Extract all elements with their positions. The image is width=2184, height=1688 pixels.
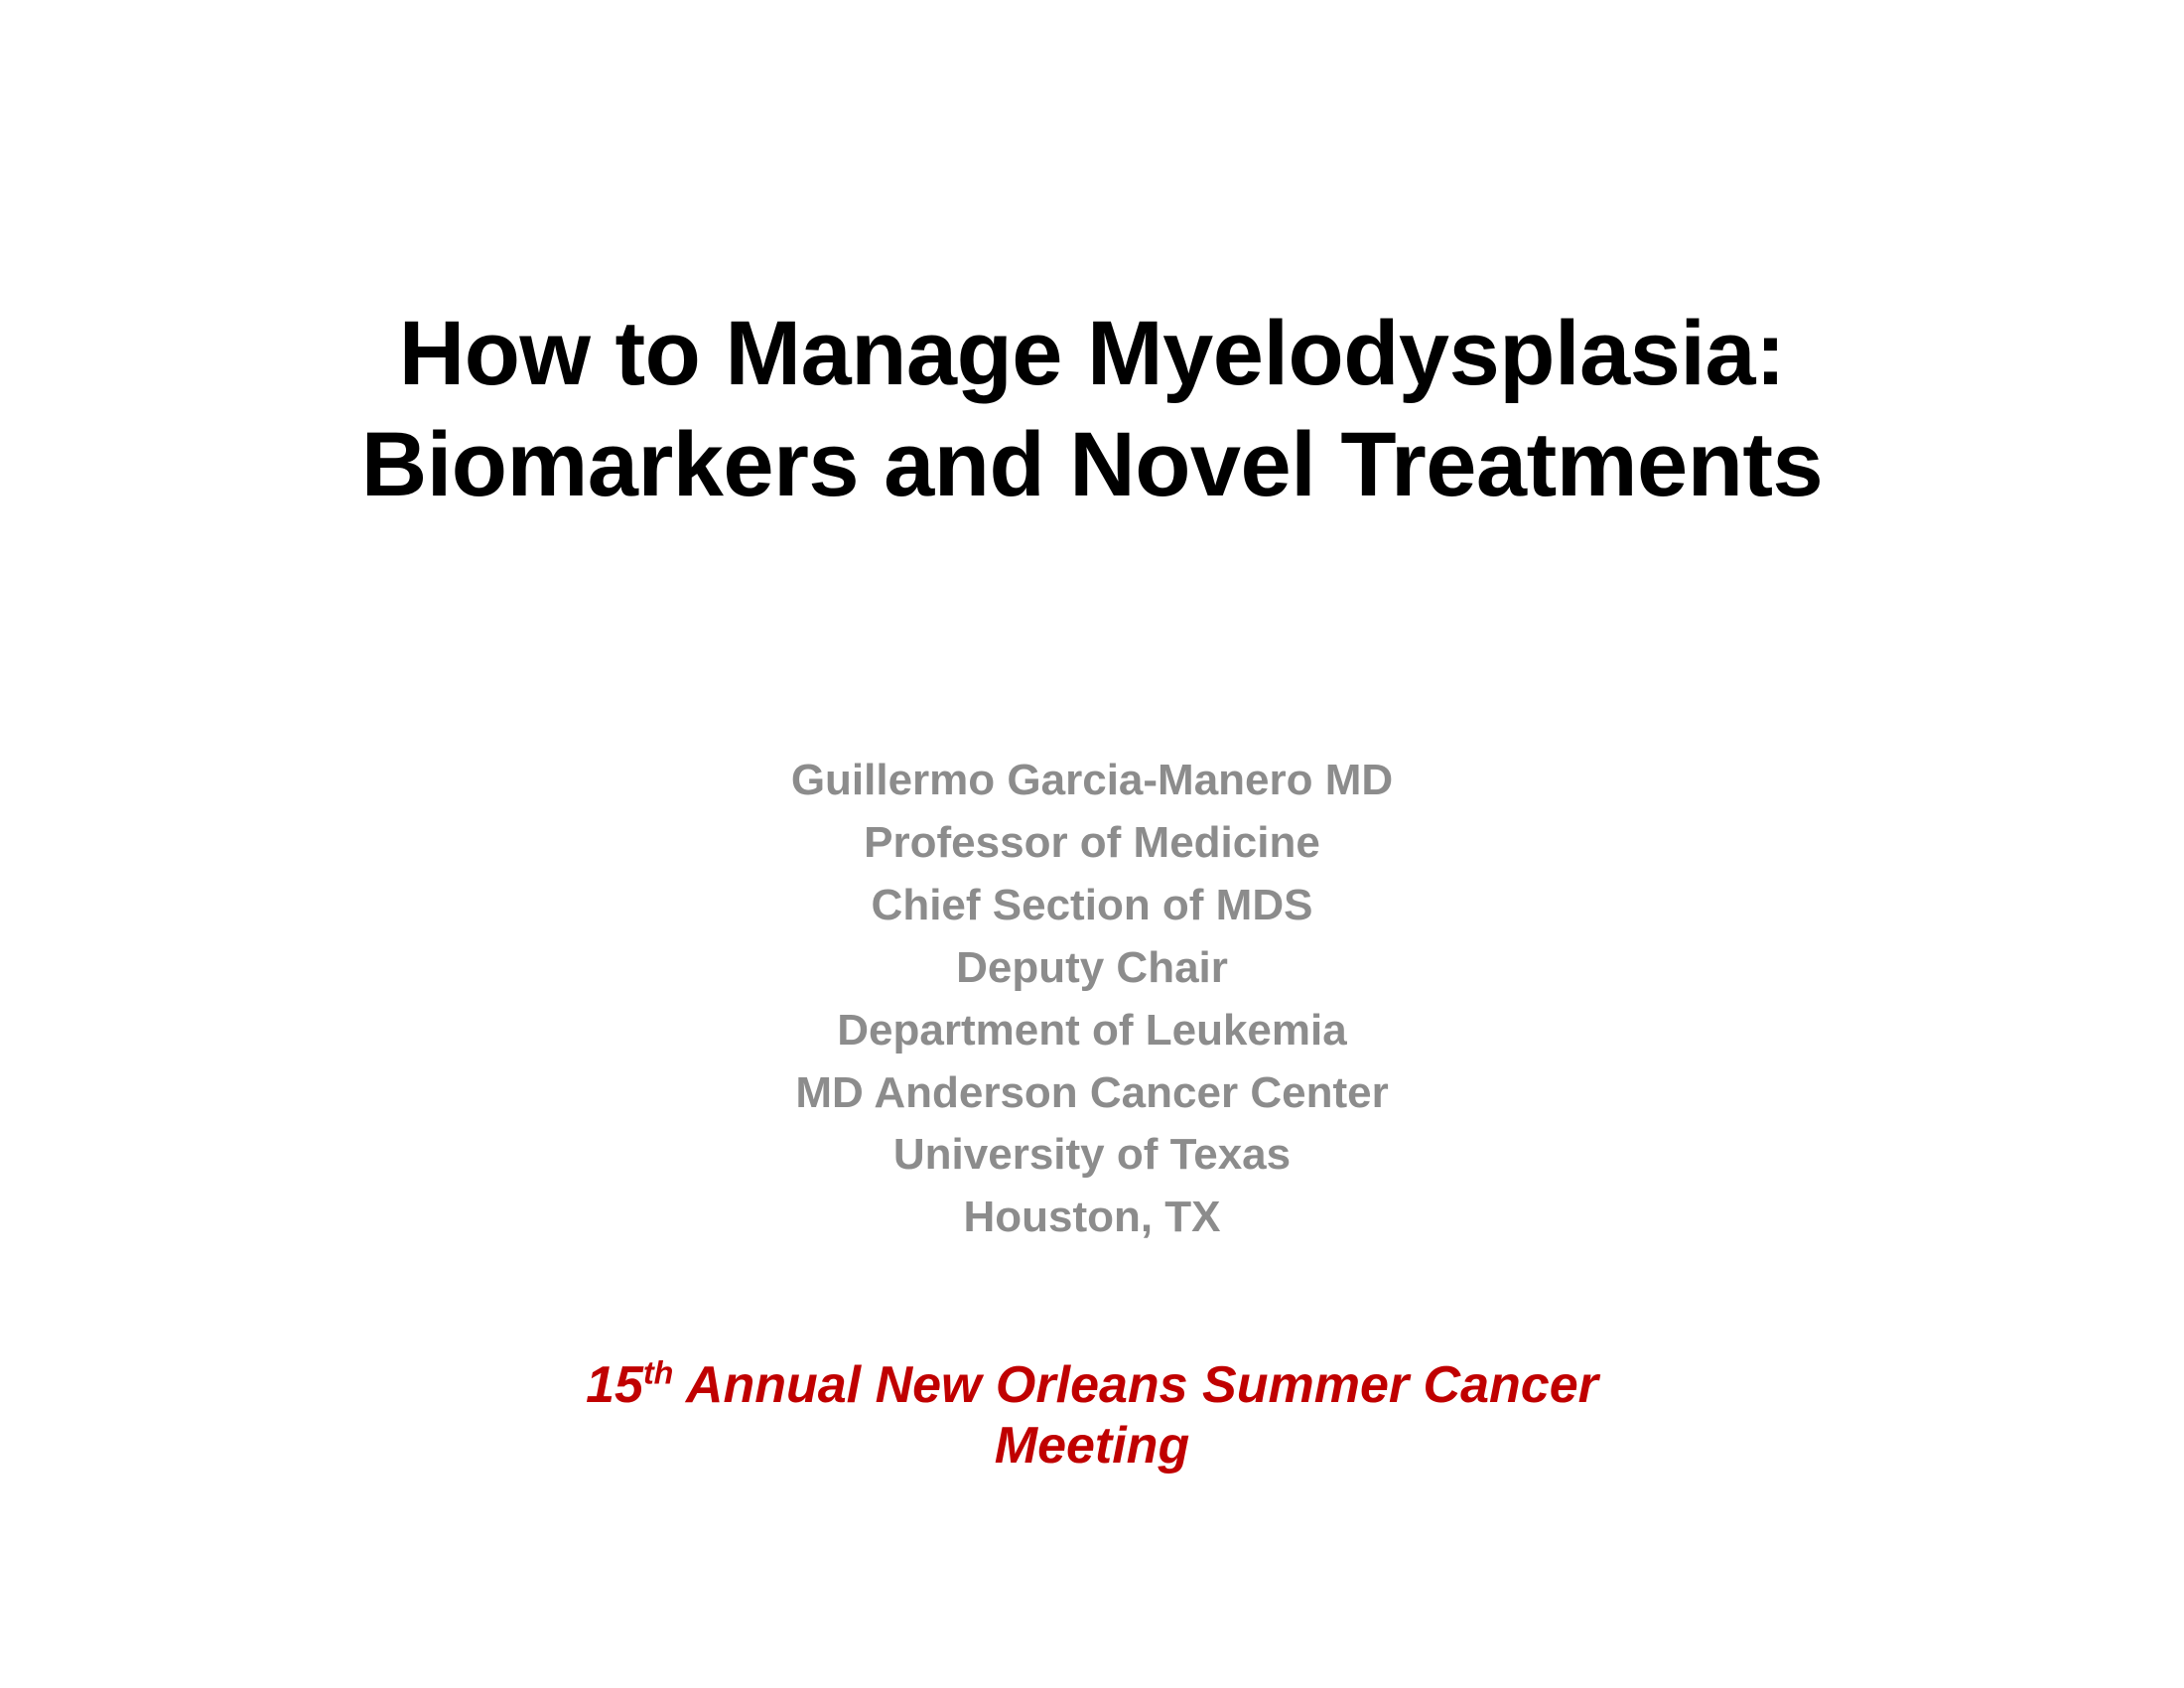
- presenter-institution: MD Anderson Cancer Center: [795, 1067, 1389, 1117]
- presenter-affiliation: [149, 750, 2035, 1249]
- title-line-2: Biomarkers and Novel Treatments: [360, 414, 1824, 516]
- meeting-line-2: Meeting: [994, 1417, 1190, 1476]
- meeting-info: [328, 1355, 1856, 1477]
- slide-title: [149, 298, 2035, 520]
- presenter-title: Professor of Medicine: [864, 817, 1320, 867]
- presenter-department: Department of Leukemia: [837, 1005, 1347, 1055]
- presenter-location: Houston, TX: [963, 1193, 1221, 1242]
- meeting-ordinal-suffix: th: [642, 1354, 674, 1391]
- presenter-section: Chief Section of MDS: [871, 880, 1313, 929]
- meeting-name-text: Annual New Orleans Summer Cancer: [673, 1356, 1598, 1414]
- presenter-university: University of Texas: [892, 1130, 1292, 1180]
- title-line-1: How to Manage Myelodysplasia:: [398, 303, 1786, 404]
- meeting-ordinal-number: 15: [586, 1356, 643, 1414]
- presenter-role: Deputy Chair: [956, 942, 1228, 992]
- meeting-line-1: [328, 1355, 1856, 1416]
- presenter-name: Guillermo Garcia-Manero MD: [790, 756, 1394, 804]
